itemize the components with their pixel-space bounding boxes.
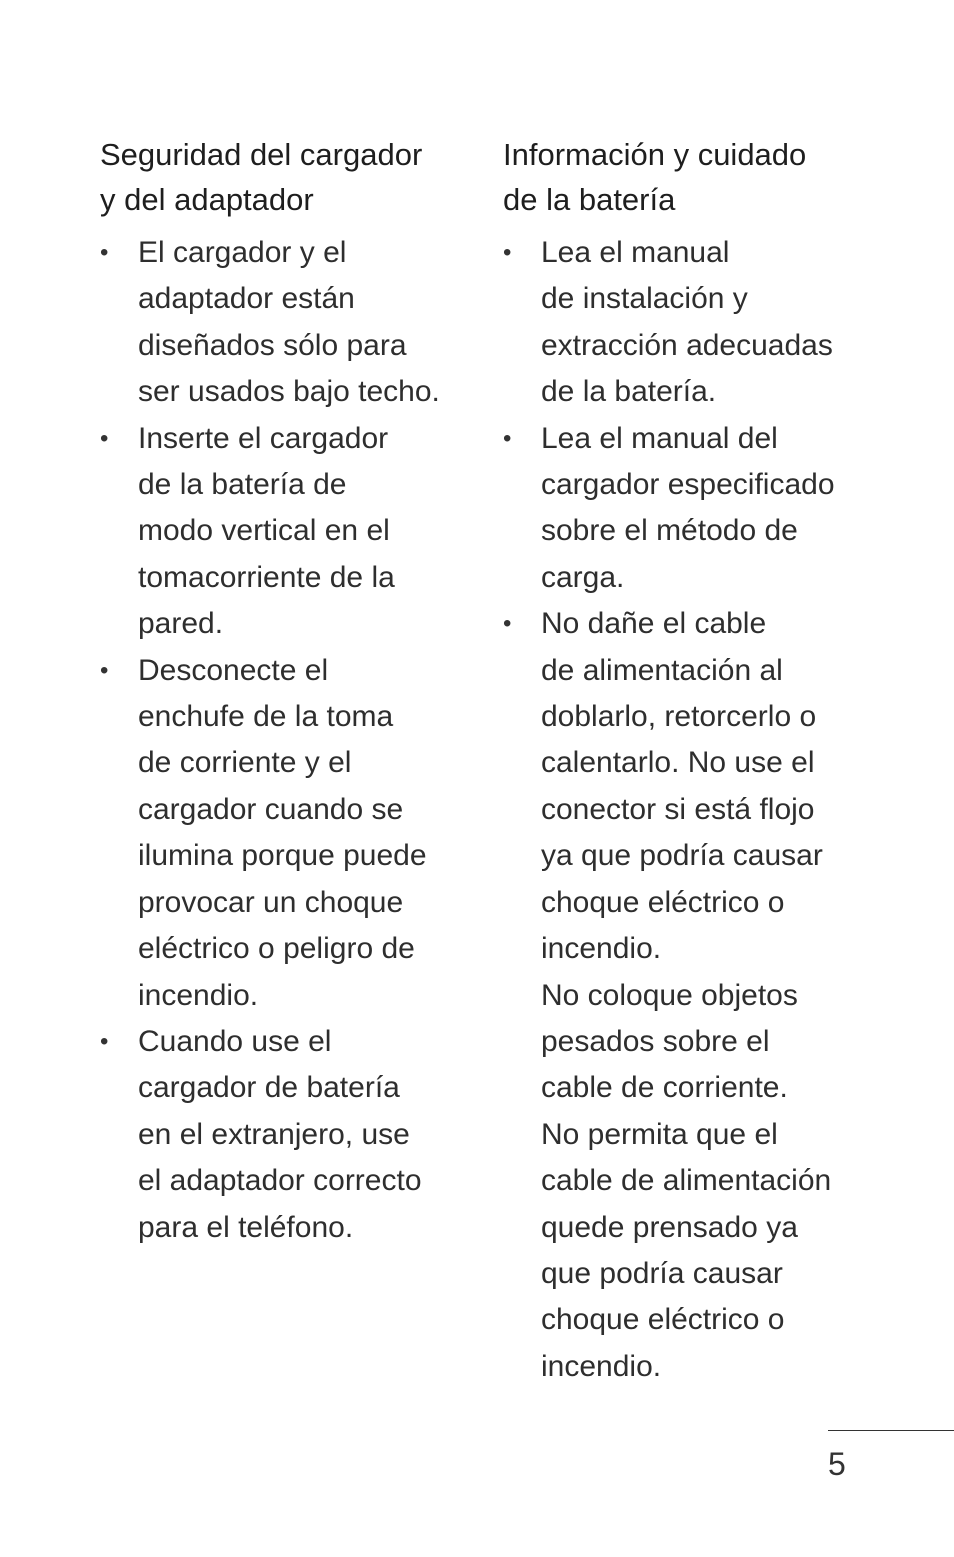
- list-item-text: que podría causar: [541, 1256, 783, 1290]
- list-item-text: incendio.: [541, 932, 662, 966]
- list-item-text: Desconecte el: [138, 653, 329, 687]
- bullet-icon: •: [100, 239, 109, 266]
- list-item-text: pesados sobre el: [541, 1024, 770, 1058]
- heading-line: de la batería: [503, 182, 676, 217]
- bullet-icon: •: [100, 1027, 109, 1055]
- list-item-text: de la batería de: [138, 468, 347, 502]
- list-item: [503, 230, 923, 416]
- list-item: [503, 416, 923, 602]
- list-item-text: para el teléfono.: [138, 1210, 354, 1244]
- list-item-text: choque eléctrico o: [541, 885, 785, 919]
- list-item-text: ilumina porque puede: [138, 839, 427, 873]
- list-item: [100, 1019, 490, 1251]
- list-item-text: en el extranjero, use: [138, 1117, 410, 1151]
- list-item-text: diseñados sólo para: [138, 328, 407, 362]
- bullet-icon: •: [503, 610, 512, 638]
- heading-line: Seguridad del cargador: [100, 137, 423, 172]
- list-item-text: conector si está flojo: [541, 792, 815, 826]
- section-heading: [100, 132, 490, 222]
- bullet-icon: •: [100, 424, 109, 452]
- list-item-text: doblarlo, retorcerlo o: [541, 700, 817, 734]
- list-item-text: carga.: [541, 560, 625, 594]
- list-item-text: cargador cuando se: [138, 792, 404, 826]
- list-item-text: de alimentación al: [541, 653, 783, 687]
- list-item-text: cargador especificado: [541, 468, 835, 502]
- list-item-text: calentarlo. No use el: [541, 746, 815, 780]
- list-item-text: eléctrico o peligro de: [138, 932, 415, 966]
- list-item-text: No permita que el: [541, 1117, 778, 1151]
- list-item-text: cargador de batería: [138, 1071, 400, 1105]
- list-item-text: Inserte el cargador: [138, 421, 389, 455]
- list-item: [100, 648, 490, 1019]
- list-item-text: de corriente y el: [138, 746, 352, 780]
- list-item-text: Lea el manual del: [541, 421, 778, 455]
- footer-divider: [828, 1430, 954, 1431]
- section-battery-care: [503, 132, 923, 1390]
- bullet-icon: •: [503, 424, 512, 452]
- list-item-text: No dañe el cable: [541, 607, 767, 641]
- heading-line: y del adaptador: [100, 182, 314, 217]
- list-item-text: adaptador están: [138, 282, 355, 316]
- list-item-text: El cargador y el: [138, 236, 347, 269]
- heading-line: Información y cuidado: [503, 137, 807, 172]
- list-item-text: Lea el manual: [541, 236, 730, 269]
- list-item-text: provocar un choque: [138, 885, 404, 919]
- list-item-text: extracción adecuadas: [541, 328, 833, 362]
- list-item: [503, 601, 923, 1390]
- list-item-text: ser usados bajo techo.: [138, 375, 440, 409]
- list-item-text: No coloque objetos: [541, 978, 798, 1012]
- list-item: [100, 230, 490, 416]
- bullet-icon: •: [503, 239, 512, 266]
- list-item-text: el adaptador correcto: [138, 1164, 422, 1198]
- list-item-text: ya que podría causar: [541, 839, 823, 873]
- list-item-text: incendio.: [541, 1349, 662, 1383]
- page-number: 5: [828, 1446, 846, 1482]
- list-item-text: pared.: [138, 607, 224, 641]
- list-item-text: enchufe de la toma: [138, 700, 394, 734]
- section-charger-safety: [100, 132, 490, 1251]
- list-item-text: incendio.: [138, 978, 259, 1012]
- list-item-text: quede prensado ya: [541, 1210, 798, 1244]
- list-item-text: cable de corriente.: [541, 1071, 788, 1105]
- list-item-text: de la batería.: [541, 375, 717, 409]
- list-item-text: choque eléctrico o: [541, 1303, 785, 1337]
- section-heading: [503, 132, 923, 222]
- bullet-icon: •: [100, 656, 109, 684]
- list-item-text: de instalación y: [541, 282, 748, 316]
- list-item-text: sobre el método de: [541, 514, 798, 548]
- list-item-text: Cuando use el: [138, 1024, 332, 1058]
- list-item: [100, 416, 490, 648]
- list-item-text: tomacorriente de la: [138, 560, 395, 594]
- list-item-text: cable de alimentación: [541, 1164, 832, 1198]
- list-item-text: modo vertical en el: [138, 514, 390, 548]
